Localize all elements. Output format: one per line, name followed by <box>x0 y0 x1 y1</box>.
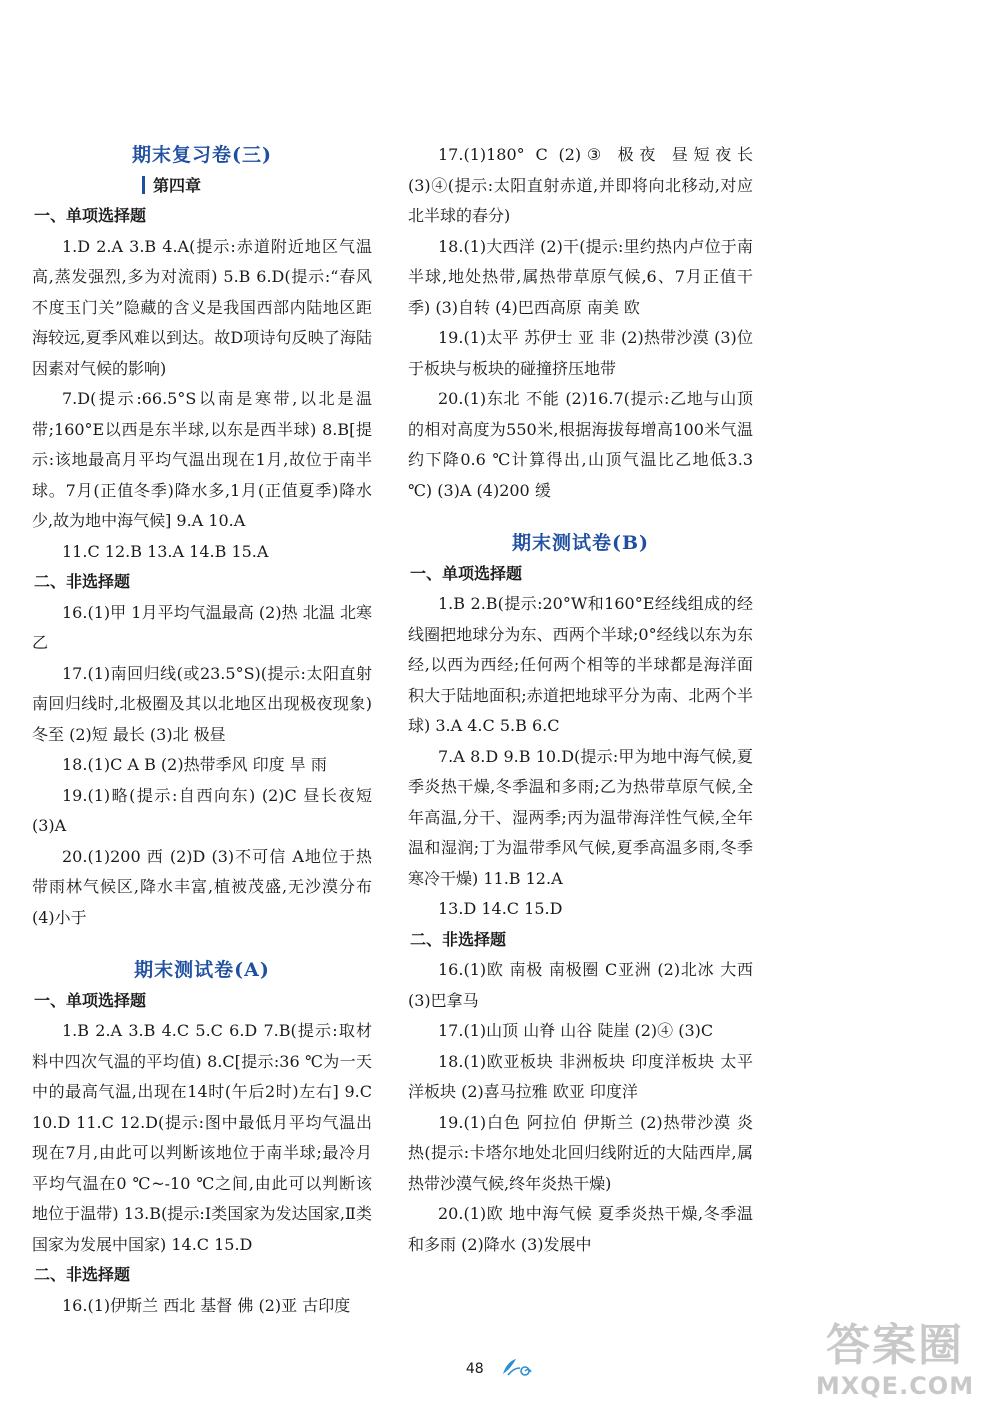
chapter-label: 第四章 <box>153 175 202 195</box>
testA-title: 期末测试卷(A) <box>134 959 270 981</box>
answer-paragraph: 13.D 14.C 15.D <box>438 899 563 918</box>
answer-paragraph: 16.(1)伊斯兰 西北 基督 佛 (2)亚 古印度 <box>62 1295 351 1315</box>
answer-paragraph: 18.(1)大西洋 (2)干(提示:里约热内卢位于南半球,地处热带,属热带草原气候,6、7月正值干季) (3)自转 (4)巴西高原 南美 欧 <box>408 236 753 317</box>
answer-paragraph: 16.(1)甲 1月平均气温最高 (2)热 北温 北寒 乙 <box>32 602 372 652</box>
answer-paragraph: 11.C 12.B 13.A 14.B 15.A <box>62 541 269 561</box>
section-heading: 二、非选择题 <box>34 1265 131 1284</box>
answer-paragraph: 19.(1)白色 阿拉伯 伊斯兰 (2)热带沙漠 炎热(提示:卡塔尔地处北回归线附近的大陆西岸,属热带沙漠气候,终年炎热干燥) <box>408 1112 753 1193</box>
review3-title: 期末复习卷(三) <box>132 144 272 166</box>
right-column <box>408 140 753 1260</box>
answer-paragraph: 20.(1)200 西 (2)D (3)不可信 A地位于热带雨林气候区,降水丰富,植被茂盛,无沙漠分布 (4)小于 <box>32 846 372 927</box>
answer-paragraph: 17.(1)180° C (2)③ 极夜 昼短夜长 (3)④(提示:太阳直射赤道,并即将向北移动,对应北半球的春分) <box>408 145 753 225</box>
answer-paragraph: 18.(1)欧亚板块 非洲板块 印度洋板块 太平洋板块 (2)喜马拉雅 欧亚 印度洋 <box>408 1051 753 1101</box>
answer-paragraph: 18.(1)C A B (2)热带季风 印度 旱 雨 <box>62 755 327 774</box>
answer-paragraph: 7.A 8.D 9.B 10.D(提示:甲为地中海气候,夏季炎热干燥,冬季温和多雨;乙为热带草原气候,全年高温,分干、湿两季;丙为温带海洋性气候,全年温和湿润;丁为温带季风气候,夏季高温多雨,冬季寒冷干燥) 11.B 12.A <box>408 746 753 888</box>
section-heading: 一、单项选择题 <box>34 206 147 225</box>
left-column <box>32 140 372 1321</box>
answer-paragraph: 1.B 2.A 3.B 4.C 5.C 6.D 7.B(提示:取材料中四次气温的平均值) 8.C[提示:36 ℃为一天中的最高气温,出现在14时(午后2时)左右] 9.C 10.D 11.C 12.D(提示:图中最低月平均气温出现在7月,由此可以判断该地位于南半球;最冷月平均气温在0 ℃~-10 ℃之间,由此可以判断该地位于温带) 13.B(提示:Ⅰ类国家为发达国家,Ⅱ类国家为发展中国家) 14.C 15.D <box>32 1021 372 1254</box>
page-number: 48 <box>465 1361 484 1377</box>
answer-paragraph: 16.(1)欧 南极 南极圈 C亚洲 (2)北冰 大西 (3)巴拿马 <box>408 960 753 1010</box>
section-heading: 二、非选择题 <box>410 929 507 949</box>
answer-paragraph: 19.(1)太平 苏伊士 亚 非 (2)热带沙漠 (3)位于板块与板块的碰撞挤压地带 <box>408 328 753 378</box>
answer-paragraph: 20.(1)欧 地中海气候 夏季炎热干燥,冬季温和多雨 (2)降水 (3)发展中 <box>408 1204 753 1254</box>
watermark-logo <box>800 1320 990 1410</box>
testB-title: 期末测试卷(B) <box>511 532 650 554</box>
chapter-heading <box>142 171 372 202</box>
answer-paragraph: 1.D 2.A 3.B 4.A(提示:赤道附近地区气温高,蒸发强烈,多为对流雨) 5.B 6.D(提示:“春风不度玉门关”隐藏的含义是我国西部内陆地区距海较远,夏季风难以到达。故D项诗句反映了海陆因素对气候的影响) <box>32 236 372 378</box>
section-heading: 一、单项选择题 <box>410 563 523 583</box>
answer-paragraph: 19.(1)略(提示:自西向东) (2)C 昼长夜短 (3)A <box>32 785 372 835</box>
watermark-url: MXQE.COM <box>815 1372 975 1400</box>
chapter-bar-icon <box>142 176 145 194</box>
answer-paragraph: 7.D(提示:66.5°S以南是寒带,以北是温带;160°E以西是东半球,以东是西半球) 8.B[提示:该地最高月平均气温出现在1月,故位于南半球。7月(正值冬季)降水多,1月(正值夏季)降水少,故为地中海气候] 9.A 10.A <box>32 389 372 530</box>
spacer <box>32 933 372 955</box>
answer-paragraph: 17.(1)山顶 山脊 山谷 陡崖 (2)④ (3)C <box>438 1021 714 1040</box>
section-heading: 二、非选择题 <box>34 572 131 591</box>
spacer <box>408 506 753 528</box>
section-heading: 一、单项选择题 <box>34 990 147 1010</box>
answer-paragraph: 20.(1)东北 不能 (2)16.7(提示:乙地与山顶的相对高度为550米,根据海拔每增高100米气温约下降0.6 ℃计算得出,山顶气温比乙地低3.3 ℃) (3)A (4)200 缓 <box>408 389 753 500</box>
answer-paragraph: 17.(1)南回归线(或23.5°S)(提示:太阳直射南回归线时,北极圈及其以北地区出现极夜现象) 冬至 (2)短 最长 (3)北 极昼 <box>32 663 372 744</box>
leaf-logo-icon <box>500 1356 534 1382</box>
watermark-text: 答案圈 <box>826 1320 964 1371</box>
answer-paragraph: 1.B 2.B(提示:20°W和160°E经线组成的经线圈把地球分为东、西两个半球;0°经线以东为东经,以西为西经;任何两个相等的半球都是海洋面积大于陆地面积;赤道把地球平分为南、北两个半球) 3.A 4.C 5.B 6.C <box>408 594 753 735</box>
